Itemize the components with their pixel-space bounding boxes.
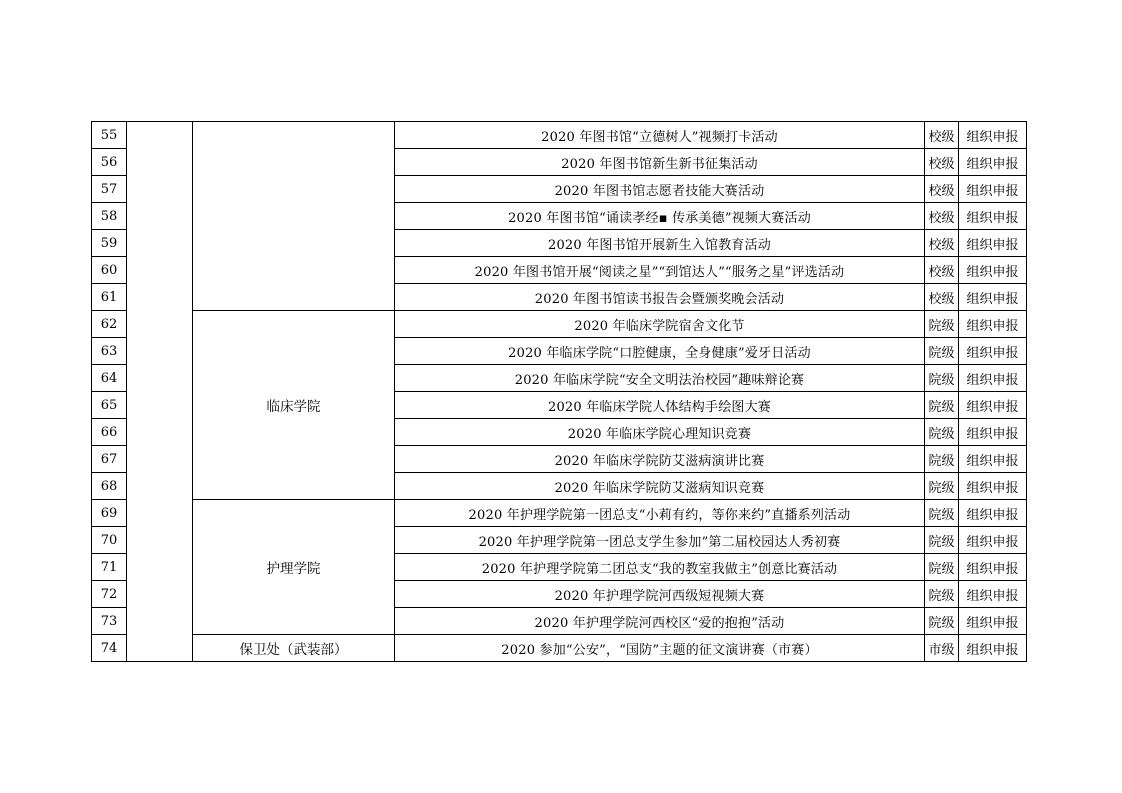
row-number: 59 (92, 230, 127, 257)
row-number: 62 (92, 311, 127, 338)
activity-level: 校级 (925, 203, 959, 230)
row-number: 73 (92, 608, 127, 635)
application-type: 组织申报 (959, 122, 1027, 149)
unit-cell-clinical: 临床学院 (193, 311, 395, 500)
application-type: 组织申报 (959, 500, 1027, 527)
application-type: 组织申报 (959, 635, 1027, 662)
row-number: 63 (92, 338, 127, 365)
activity-level: 院级 (925, 527, 959, 554)
activity-name: 2020 年临床学院“安全文明法治校园”趣味辩论赛 (395, 365, 925, 392)
activity-level: 校级 (925, 176, 959, 203)
application-type: 组织申报 (959, 365, 1027, 392)
category-cell (127, 122, 193, 662)
row-number: 68 (92, 473, 127, 500)
activity-level: 院级 (925, 473, 959, 500)
application-type: 组织申报 (959, 392, 1027, 419)
application-type: 组织申报 (959, 257, 1027, 284)
unit-cell-nursing: 护理学院 (193, 500, 395, 635)
activity-level: 院级 (925, 500, 959, 527)
activity-table (91, 121, 1027, 662)
activity-name: 2020 年临床学院宿舍文化节 (395, 311, 925, 338)
activity-name: 2020 年图书馆志愿者技能大赛活动 (395, 176, 925, 203)
row-number: 58 (92, 203, 127, 230)
application-type: 组织申报 (959, 230, 1027, 257)
activity-name: 2020 年护理学院河西校区“爱的抱抱”活动 (395, 608, 925, 635)
row-number: 56 (92, 149, 127, 176)
application-type: 组织申报 (959, 284, 1027, 311)
activity-name: 2020 年图书馆“诵读孝经▪ 传承美德”视频大赛活动 (395, 203, 925, 230)
row-number: 70 (92, 527, 127, 554)
application-type: 组织申报 (959, 608, 1027, 635)
activity-level: 校级 (925, 284, 959, 311)
activity-name: 2020 年护理学院第一团总支学生参加”第二届校园达人秀初赛 (395, 527, 925, 554)
activity-level: 院级 (925, 581, 959, 608)
activity-level: 校级 (925, 257, 959, 284)
unit-cell-library (193, 122, 395, 311)
table-row (92, 122, 1027, 149)
activity-level: 校级 (925, 149, 959, 176)
activity-name: 2020 年临床学院心理知识竞赛 (395, 419, 925, 446)
unit-cell-security: 保卫处（武装部） (193, 635, 395, 662)
activity-name: 2020 年图书馆新生新书征集活动 (395, 149, 925, 176)
row-number: 65 (92, 392, 127, 419)
activity-name: 2020 年临床学院人体结构手绘图大赛 (395, 392, 925, 419)
table-row (92, 635, 1027, 662)
table-row (92, 500, 1027, 527)
application-type: 组织申报 (959, 149, 1027, 176)
activity-level: 院级 (925, 311, 959, 338)
activity-level: 院级 (925, 554, 959, 581)
activity-level: 院级 (925, 365, 959, 392)
activity-level: 市级 (925, 635, 959, 662)
activity-name: 2020 年临床学院防艾滋病知识竞赛 (395, 473, 925, 500)
application-type: 组织申报 (959, 581, 1027, 608)
application-type: 组织申报 (959, 554, 1027, 581)
row-number: 66 (92, 419, 127, 446)
application-type: 组织申报 (959, 446, 1027, 473)
activity-name: 2020 年图书馆开展新生入馆教育活动 (395, 230, 925, 257)
activity-name: 2020 年临床学院“口腔健康，全身健康”爱牙日活动 (395, 338, 925, 365)
application-type: 组织申报 (959, 311, 1027, 338)
application-type: 组织申报 (959, 419, 1027, 446)
application-type: 组织申报 (959, 176, 1027, 203)
application-type: 组织申报 (959, 527, 1027, 554)
activity-level: 院级 (925, 446, 959, 473)
application-type: 组织申报 (959, 473, 1027, 500)
row-number: 61 (92, 284, 127, 311)
table-row (92, 311, 1027, 338)
row-number: 67 (92, 446, 127, 473)
activity-name: 2020 年护理学院第二团总支“我的教室我做主”创意比赛活动 (395, 554, 925, 581)
activity-name: 2020 年图书馆读书报告会暨颁奖晚会活动 (395, 284, 925, 311)
row-number: 74 (92, 635, 127, 662)
row-number: 55 (92, 122, 127, 149)
activity-level: 校级 (925, 230, 959, 257)
activity-name: 2020 年图书馆开展“阅读之星”“到馆达人”“服务之星”评选活动 (395, 257, 925, 284)
row-number: 57 (92, 176, 127, 203)
row-number: 69 (92, 500, 127, 527)
activity-name: 2020 年临床学院防艾滋病演讲比赛 (395, 446, 925, 473)
activity-level: 校级 (925, 122, 959, 149)
activity-level: 院级 (925, 419, 959, 446)
activity-name: 2020 年护理学院河西级短视频大赛 (395, 581, 925, 608)
application-type: 组织申报 (959, 338, 1027, 365)
row-number: 60 (92, 257, 127, 284)
activity-name: 2020 参加“公安”，“国防”主题的征文演讲赛（市赛） (395, 635, 925, 662)
application-type: 组织申报 (959, 203, 1027, 230)
activity-name: 2020 年图书馆“立德树人”视频打卡活动 (395, 122, 925, 149)
activity-level: 院级 (925, 392, 959, 419)
row-number: 64 (92, 365, 127, 392)
row-number: 71 (92, 554, 127, 581)
activity-level: 院级 (925, 338, 959, 365)
row-number: 72 (92, 581, 127, 608)
activity-name: 2020 年护理学院第一团总支“小莉有约，等你来约”直播系列活动 (395, 500, 925, 527)
activity-level: 院级 (925, 608, 959, 635)
